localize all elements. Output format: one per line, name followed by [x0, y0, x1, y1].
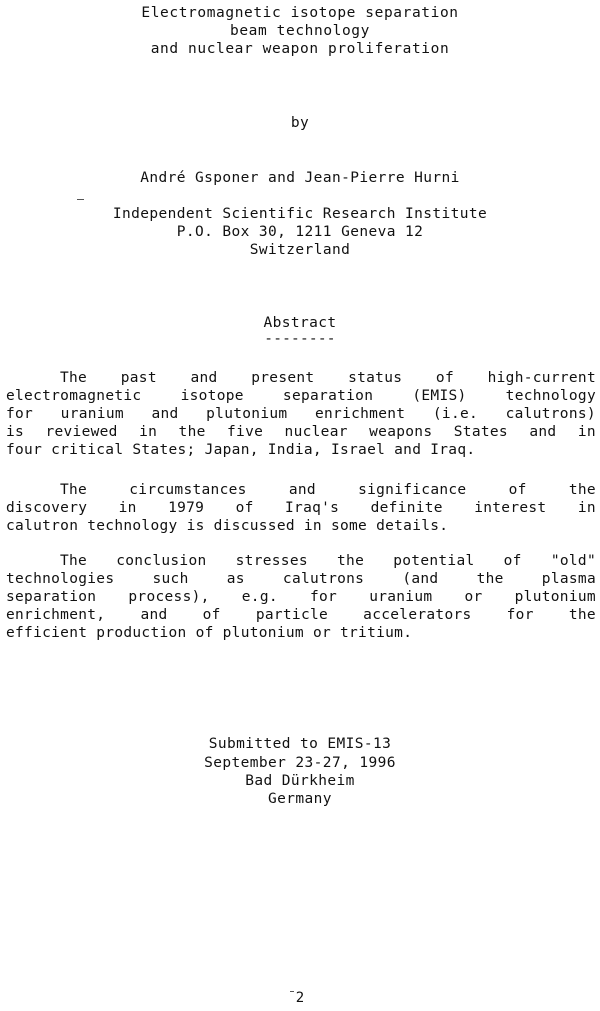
word: plasma — [541, 571, 596, 587]
word: "old" — [550, 553, 596, 569]
word: and — [140, 607, 168, 623]
word: for — [6, 406, 34, 422]
word: is — [6, 424, 25, 440]
submission-line-2: September 23-27, 1996 — [204, 755, 396, 771]
word: uranium — [369, 589, 433, 605]
abstract-paragraph-2 — [6, 481, 596, 535]
title-line-3: and nuclear weapon proliferation — [150, 41, 450, 57]
word: in — [118, 500, 137, 516]
word: separation — [282, 388, 374, 404]
word: and — [151, 406, 179, 422]
authors: André Gsponer and Jean-Pierre Hurni — [140, 170, 460, 186]
word: details. — [376, 518, 449, 534]
word: process), — [128, 589, 210, 605]
byline: by — [290, 115, 310, 131]
title-line-2: beam technology — [230, 23, 370, 39]
word: States; — [132, 442, 196, 458]
submission-line-3: Bad Dürkheim — [245, 773, 355, 789]
paragraph-line — [6, 570, 596, 588]
word: discussed — [213, 518, 295, 534]
paragraph-line — [6, 606, 596, 624]
abstract-paragraph-1 — [6, 369, 596, 459]
word: the — [568, 482, 596, 498]
word: and — [190, 370, 218, 386]
word: status — [348, 370, 403, 386]
submission-line-4: Germany — [268, 791, 332, 807]
word: or — [312, 625, 331, 641]
word: Japan, — [204, 442, 259, 458]
word: accelerators — [363, 607, 472, 623]
word: some — [330, 518, 368, 534]
word: or — [464, 589, 483, 605]
word: isotope — [180, 388, 244, 404]
word: nuclear — [284, 424, 348, 440]
word: discovery — [6, 500, 88, 516]
word: of — [195, 625, 214, 641]
word: as — [226, 571, 245, 587]
submission-line-1: Submitted to EMIS-13 — [208, 736, 392, 752]
paragraph-line — [6, 423, 596, 441]
word: technology — [505, 388, 596, 404]
scan-mark — [77, 199, 84, 200]
word: present — [251, 370, 315, 386]
word: plutonium — [514, 589, 596, 605]
word: uranium — [60, 406, 124, 422]
paragraph-line — [6, 624, 596, 642]
word: and — [394, 442, 422, 458]
abstract-paragraph-3 — [6, 552, 596, 642]
word: of — [503, 553, 522, 569]
abstract-underline: -------- — [264, 331, 336, 347]
word: The — [60, 553, 88, 569]
paragraph-line — [6, 481, 596, 499]
word: of — [508, 482, 527, 498]
word: of — [435, 370, 454, 386]
paragraph-line — [6, 588, 596, 606]
word: past — [120, 370, 157, 386]
word: in — [577, 500, 596, 516]
paragraph-line — [6, 499, 596, 517]
word: calutron — [6, 518, 79, 534]
word: India, — [267, 442, 322, 458]
word: Iraq's — [285, 500, 340, 516]
word: and — [529, 424, 557, 440]
affiliation-line-1: Independent Scientific Research Institute — [112, 206, 488, 222]
word: reviewed — [45, 424, 118, 440]
word: particle — [255, 607, 329, 623]
word: circumstances — [129, 482, 247, 498]
word: electromagnetic — [6, 388, 142, 404]
word: interest — [474, 500, 547, 516]
word: enrichment, — [6, 607, 106, 623]
word: of — [202, 607, 221, 623]
word: and — [288, 482, 316, 498]
word: weapons — [369, 424, 433, 440]
word: five — [227, 424, 264, 440]
word: calutrons — [282, 571, 365, 587]
word: enrichment — [315, 406, 406, 422]
word: the — [337, 553, 365, 569]
page-number: 2 — [295, 990, 305, 1006]
word: States — [453, 424, 508, 440]
word: potential — [393, 553, 475, 569]
affiliation-line-2: P.O. Box 30, 1211 Geneva 12 — [176, 224, 424, 240]
word: such — [152, 571, 189, 587]
word: Israel — [330, 442, 386, 458]
word: four — [6, 442, 43, 458]
word: e.g. — [241, 589, 278, 605]
word: (and — [402, 571, 439, 587]
word: definite — [370, 500, 443, 516]
word: the — [568, 607, 596, 623]
word: is — [186, 518, 205, 534]
word: in — [577, 424, 596, 440]
word: for — [506, 607, 534, 623]
word: tritium. — [340, 625, 413, 641]
word: high-current — [487, 370, 596, 386]
word: in — [139, 424, 158, 440]
paragraph-line — [6, 552, 596, 570]
word: efficient — [6, 625, 88, 641]
word: significance — [358, 482, 467, 498]
word: calutrons) — [505, 406, 596, 422]
word: (EMIS) — [412, 388, 467, 404]
word: The — [60, 482, 88, 498]
word: plutonium — [222, 625, 304, 641]
affiliation-line-3: Switzerland — [249, 242, 351, 258]
word: the — [178, 424, 206, 440]
word: in — [303, 518, 322, 534]
paragraph-line — [6, 387, 596, 405]
word: 1979 — [168, 500, 205, 516]
word: Iraq. — [430, 442, 476, 458]
word: production — [96, 625, 187, 641]
paragraph-line — [6, 405, 596, 423]
word: the — [476, 571, 504, 587]
word: separation — [6, 589, 97, 605]
word: of — [235, 500, 254, 516]
paragraph-line — [6, 441, 596, 459]
word: (i.e. — [432, 406, 479, 422]
word: for — [310, 589, 338, 605]
title-line-1: Electromagnetic isotope separation — [141, 5, 459, 21]
word: conclusion — [116, 553, 207, 569]
paragraph-line — [6, 369, 596, 387]
word: plutonium — [206, 406, 288, 422]
word: The — [60, 370, 88, 386]
word: technology — [87, 518, 178, 534]
paragraph-line — [6, 517, 596, 535]
word: stresses — [235, 553, 308, 569]
word: technologies — [6, 571, 115, 587]
abstract-heading: Abstract — [263, 315, 337, 331]
word: critical — [51, 442, 124, 458]
